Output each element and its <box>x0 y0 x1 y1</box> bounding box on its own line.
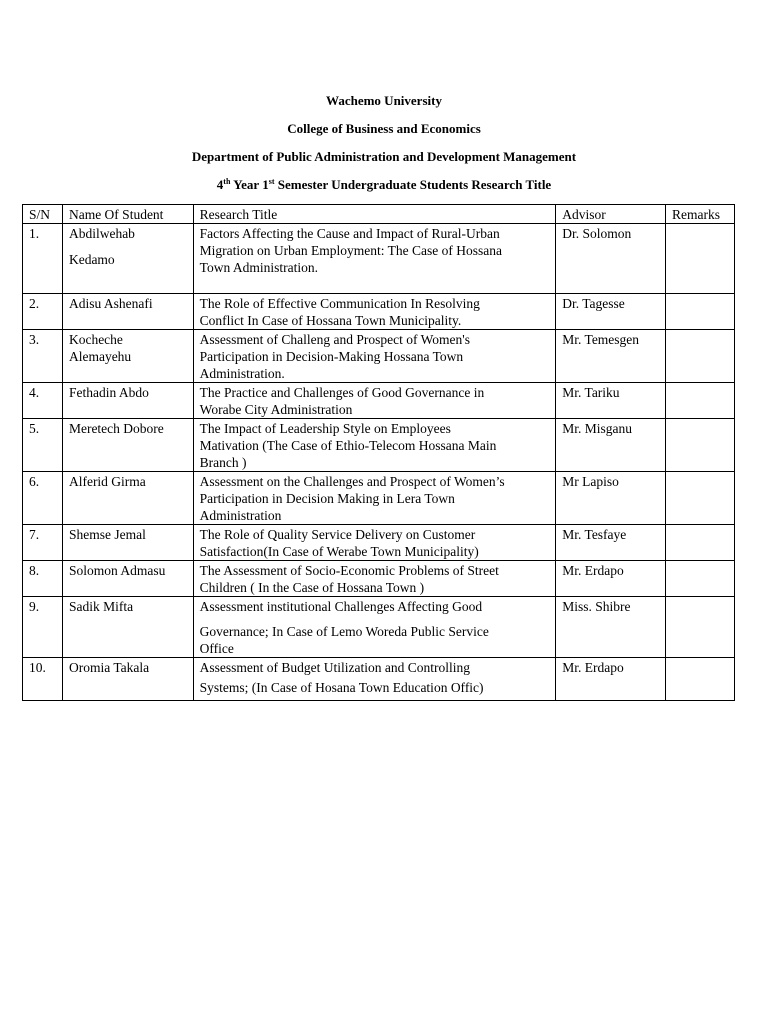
table-row <box>23 472 735 525</box>
cell-advisor: Dr. Solomon <box>556 224 666 294</box>
title-line: The Role of Effective Communication In Resolving <box>199 296 480 311</box>
cell-remarks <box>666 419 735 472</box>
cell-remarks <box>666 383 735 419</box>
cell-advisor: Miss. Shibre <box>556 597 666 658</box>
title-line: Governance; In Case of Lemo Woreda Public Service <box>199 624 489 639</box>
cell-remarks <box>666 597 735 658</box>
header-remarks: Remarks <box>666 205 735 224</box>
title-line: Administration. <box>199 366 285 381</box>
cell-sn: 6. <box>23 472 63 525</box>
title-year-num: 4 <box>216 177 224 192</box>
cell-advisor: Mr Lapiso <box>556 472 666 525</box>
student-name-line: Solomon Admasu <box>68 563 166 578</box>
title-line: The Role of Quality Service Delivery on Customer <box>199 527 476 542</box>
title-year-suffix: th <box>223 177 231 186</box>
cell-sn: 10. <box>23 658 63 701</box>
cell-research-title <box>193 658 556 701</box>
cell-advisor: Mr. Misganu <box>556 419 666 472</box>
title-semester-suffix: st <box>268 177 275 186</box>
table-row <box>23 330 735 383</box>
student-name-line: Shemse Jemal <box>68 527 146 542</box>
cell-sn: 1. <box>23 224 63 294</box>
header-sn: S/N <box>23 205 63 224</box>
title-line: Mativation (The Case of Ethio-Telecom Hossana Main <box>199 438 497 453</box>
table-row <box>23 597 735 658</box>
cell-advisor: Mr. Temesgen <box>556 330 666 383</box>
title-line: Factors Affecting the Cause and Impact of Rural-Urban <box>199 226 500 241</box>
student-name-line: Fethadin Abdo <box>68 385 149 400</box>
cell-student-name <box>62 561 193 597</box>
cell-research-title <box>193 525 556 561</box>
student-name-line: Sadik Mifta <box>68 599 134 614</box>
cell-sn: 2. <box>23 294 63 330</box>
title-line: Assessment of Budget Utilization and Controlling <box>199 660 471 675</box>
header-advisor: Advisor <box>556 205 666 224</box>
cell-sn: 7. <box>23 525 63 561</box>
cell-remarks <box>666 224 735 294</box>
student-name-line: Alemayehu <box>68 349 132 364</box>
title-line: The Impact of Leadership Style on Employees <box>199 421 451 436</box>
university-name: Wachemo University <box>326 93 442 108</box>
title-line: Participation in Decision-Making Hossana Town <box>199 349 464 364</box>
table-row <box>23 525 735 561</box>
title-rest: Semester Undergraduate Students Research Title <box>274 177 552 192</box>
student-name-line: Abdilwehab <box>68 226 135 241</box>
table-header-row <box>23 205 735 224</box>
cell-student-name <box>62 383 193 419</box>
title-line: Participation in Decision Making in Lera Town <box>199 491 455 506</box>
title-line: Worabe City Administration <box>199 402 353 417</box>
cell-sn: 9. <box>23 597 63 658</box>
cell-student-name <box>62 472 193 525</box>
cell-advisor: Mr. Erdapo <box>556 658 666 701</box>
title-line: Branch ) <box>199 455 247 470</box>
cell-student-name <box>62 597 193 658</box>
department-name: Department of Public Administration and Development Management <box>191 149 577 164</box>
cell-student-name <box>62 330 193 383</box>
table-row <box>23 419 735 472</box>
title-year-word: Year 1 <box>230 177 269 192</box>
header-student-name: Name Of Student <box>62 205 193 224</box>
cell-remarks <box>666 525 735 561</box>
table-row <box>23 224 735 294</box>
student-name-line: Kocheche <box>68 332 123 347</box>
header-research-title: Research Title <box>193 205 556 224</box>
document-title <box>0 177 768 193</box>
title-line: The Practice and Challenges of Good Governance in <box>199 385 485 400</box>
cell-remarks <box>666 658 735 701</box>
cell-research-title <box>193 419 556 472</box>
cell-student-name <box>62 224 193 294</box>
cell-remarks <box>666 294 735 330</box>
title-line: Town Administration. <box>199 260 318 275</box>
table-row <box>23 658 735 701</box>
title-line: Assessment institutional Challenges Affecting Good <box>199 599 483 614</box>
title-line: Assessment on the Challenges and Prospect of Women’s <box>199 474 505 489</box>
title-line: Assessment of Challeng and Prospect of Women's <box>199 332 470 347</box>
title-line: Children ( In the Case of Hossana Town ) <box>199 580 425 595</box>
title-line: The Assessment of Socio-Economic Problems of Street <box>199 563 499 578</box>
cell-student-name <box>62 419 193 472</box>
cell-remarks <box>666 472 735 525</box>
table-row <box>23 294 735 330</box>
cell-research-title <box>193 294 556 330</box>
cell-sn: 5. <box>23 419 63 472</box>
cell-remarks <box>666 561 735 597</box>
title-line: Systems; (In Case of Hosana Town Education Offic) <box>199 680 484 695</box>
title-line: Migration on Urban Employment: The Case of Hossana <box>199 243 502 258</box>
title-line: Office <box>199 641 234 656</box>
research-title-table <box>22 204 735 701</box>
college-name: College of Business and Economics <box>287 121 481 136</box>
cell-research-title <box>193 224 556 294</box>
title-line: Administration <box>199 508 282 523</box>
student-name-line: Adisu Ashenafi <box>68 296 153 311</box>
cell-remarks <box>666 330 735 383</box>
cell-student-name <box>62 294 193 330</box>
cell-research-title <box>193 597 556 658</box>
title-line: Satisfaction(In Case of Werabe Town Municipality) <box>199 544 479 559</box>
cell-research-title <box>193 330 556 383</box>
cell-sn: 8. <box>23 561 63 597</box>
cell-research-title <box>193 472 556 525</box>
cell-advisor: Mr. Tesfaye <box>556 525 666 561</box>
cell-advisor: Mr. Erdapo <box>556 561 666 597</box>
cell-student-name <box>62 525 193 561</box>
cell-sn: 3. <box>23 330 63 383</box>
student-name-line: Oromia Takala <box>68 660 150 675</box>
table-row <box>23 561 735 597</box>
cell-advisor: Mr. Tariku <box>556 383 666 419</box>
student-name-line: Meretech Dobore <box>68 421 164 436</box>
cell-sn: 4. <box>23 383 63 419</box>
table-row <box>23 383 735 419</box>
student-name-line: Alferid Girma <box>68 474 146 489</box>
student-name-line: Kedamo <box>68 252 115 267</box>
cell-research-title <box>193 383 556 419</box>
cell-student-name <box>62 658 193 701</box>
title-line: Conflict In Case of Hossana Town Municipality. <box>199 313 462 328</box>
cell-research-title <box>193 561 556 597</box>
cell-advisor: Dr. Tagesse <box>556 294 666 330</box>
